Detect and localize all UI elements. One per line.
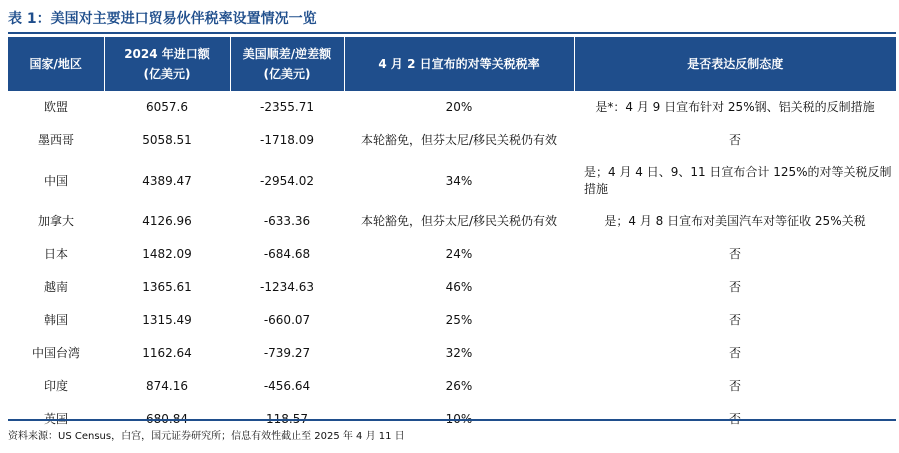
table-row [8, 124, 896, 157]
cell-balance: -633.36 [263, 214, 311, 228]
table-row [8, 205, 896, 238]
cell-country: 印度 [43, 379, 68, 393]
table-row [8, 271, 896, 304]
cell-rate: 46% [445, 280, 473, 294]
table-row [8, 304, 896, 337]
header-country-label: 国家/地区 [29, 57, 82, 71]
cell-rate: 32% [445, 346, 473, 360]
cell-imports: 1482.09 [142, 247, 192, 261]
header-row [8, 37, 896, 91]
header-rate [344, 37, 574, 91]
cell-imports: 1365.61 [142, 280, 192, 294]
cell-rate: 34% [445, 173, 473, 188]
header-balance-label: 美国顺差/逆差额 [242, 47, 332, 61]
cell-country: 中国 [43, 173, 68, 188]
cell-response: 否 [728, 133, 741, 147]
cell-country: 加拿大 [37, 214, 74, 228]
header-response-label: 是否表达反制态度 [687, 57, 784, 71]
tariff-table [8, 37, 896, 436]
cell-response: 否 [728, 379, 741, 393]
table-row [8, 91, 896, 124]
title-rule [8, 32, 896, 34]
cell-imports: 5058.51 [142, 133, 192, 147]
header-balance-unit: (亿美元) [263, 67, 311, 81]
table-row [8, 370, 896, 403]
cell-balance: -739.27 [263, 346, 311, 360]
table-title: 表 1：美国对主要进口贸易伙伴税率设置情况一览 [8, 11, 317, 27]
table-row [8, 157, 896, 205]
cell-balance: -2954.02 [260, 173, 314, 188]
header-response [574, 37, 896, 91]
cell-country: 韩国 [43, 313, 68, 327]
cell-country: 墨西哥 [37, 133, 74, 147]
cell-imports: 1315.49 [142, 313, 192, 327]
table-row [8, 238, 896, 271]
header-rate-label: 4 月 2 日宣布的对等关税税率 [378, 57, 540, 71]
cell-response: 否 [728, 280, 741, 294]
cell-imports: 4126.96 [142, 214, 192, 228]
cell-balance: -1234.63 [260, 280, 314, 294]
cell-country: 欧盟 [43, 100, 68, 114]
header-imports-label: 2024 年进口额 [124, 47, 210, 61]
cell-country: 日本 [43, 247, 68, 261]
cell-imports: 4389.47 [142, 173, 192, 188]
table-row [8, 337, 896, 370]
cell-rate: 26% [445, 379, 473, 393]
cell-response: 是；4 月 4 日、9、11 日宣布合计 125%的对等关税反制措施 [584, 165, 892, 196]
header-imports-unit: (亿美元) [143, 67, 191, 81]
cell-imports: 6057.6 [146, 100, 188, 114]
cell-balance: -684.68 [263, 247, 311, 261]
cell-country: 中国台湾 [31, 346, 80, 360]
header-country [8, 37, 104, 91]
cell-country: 越南 [43, 280, 68, 294]
cell-rate: 25% [445, 313, 473, 327]
cell-rate: 20% [445, 100, 473, 114]
cell-imports: 1162.64 [142, 346, 192, 360]
cell-rate: 本轮豁免，但芬太尼/移民关税仍有效 [360, 214, 558, 228]
cell-response: 否 [728, 313, 741, 327]
cell-response: 否 [728, 247, 741, 261]
cell-imports: 874.16 [146, 379, 188, 393]
cell-rate: 本轮豁免，但芬太尼/移民关税仍有效 [360, 133, 558, 147]
cell-response: 是；4 月 8 日宣布对美国汽车对等征收 25%关税 [604, 214, 866, 228]
cell-response: 是*：4 月 9 日宣布针对 25%钢、铝关税的反制措施 [595, 100, 875, 114]
cell-rate: 24% [445, 247, 473, 261]
header-balance [230, 37, 344, 91]
cell-balance: -1718.09 [260, 133, 314, 147]
bottom-rule [8, 419, 896, 421]
source-note: 资料来源：US Census，白宫，国元证券研究所；信息有效性截止至 2025 年 4 月 11 日 [8, 431, 405, 442]
cell-balance: -456.64 [263, 379, 311, 393]
header-imports [104, 37, 230, 91]
cell-response: 否 [728, 346, 741, 360]
cell-balance: -660.07 [263, 313, 311, 327]
cell-balance: -2355.71 [260, 100, 314, 114]
